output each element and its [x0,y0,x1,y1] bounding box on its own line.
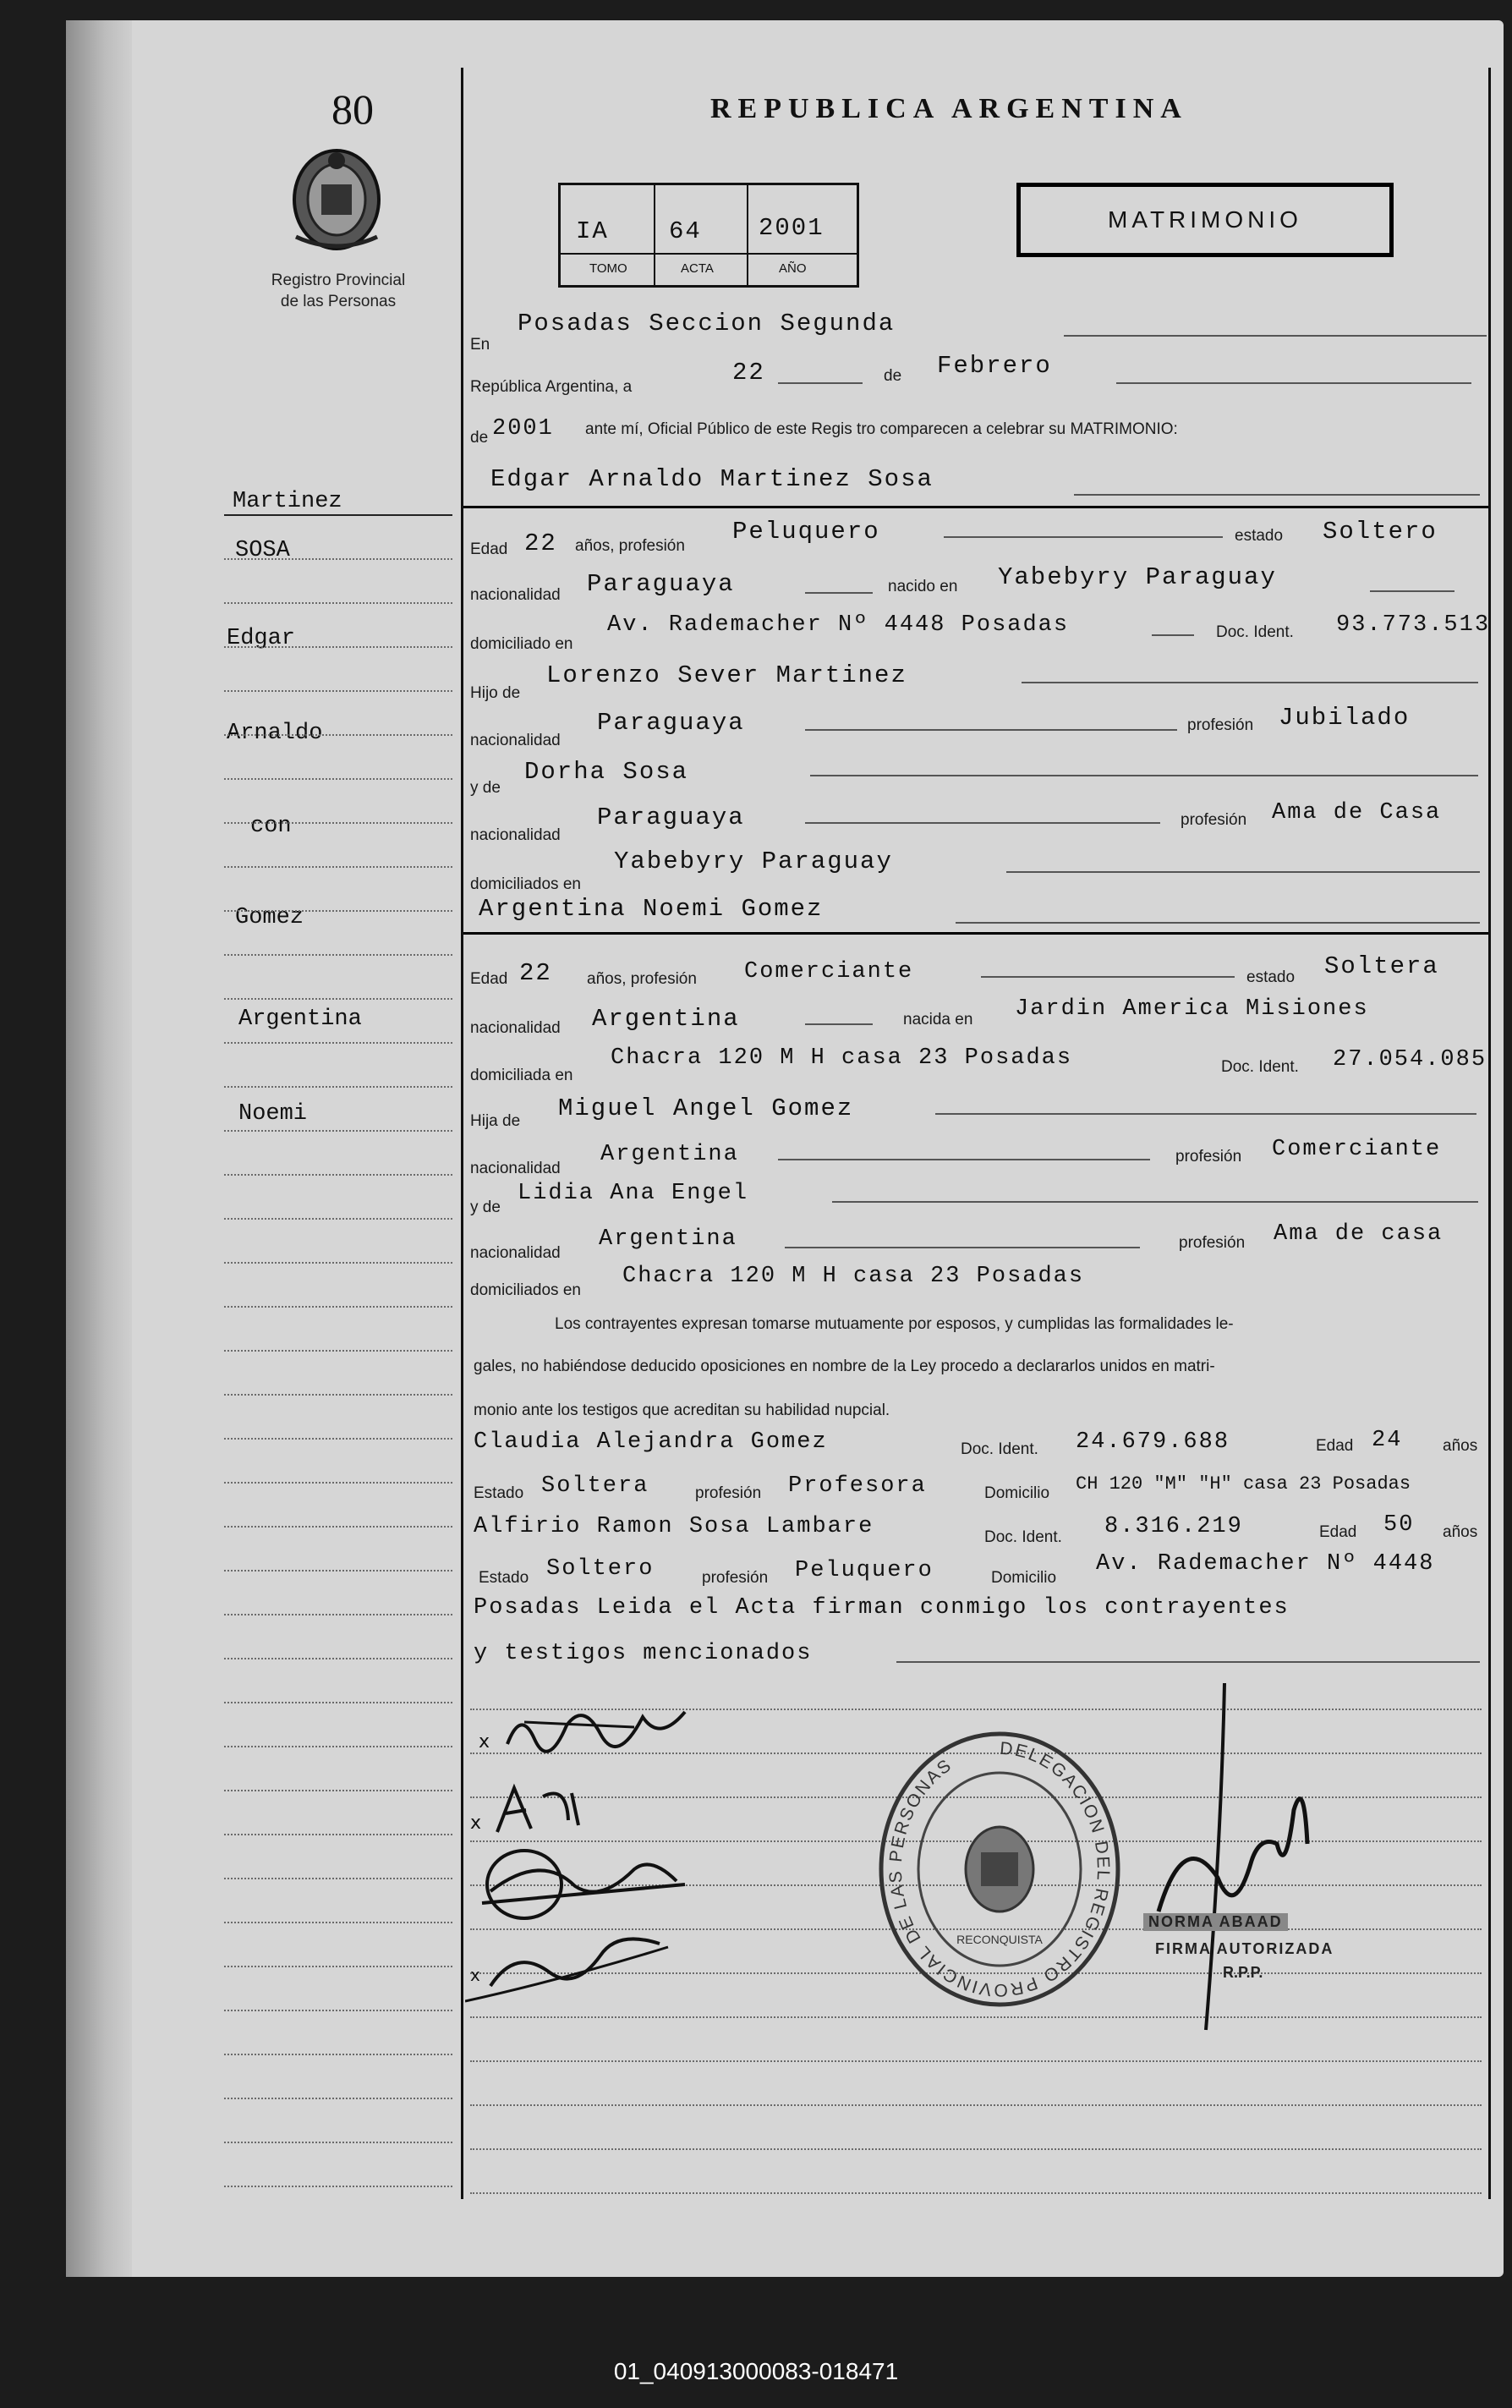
tomo-value: IA [576,217,609,245]
body-rule-line [470,2104,1482,2107]
body-rule-line [470,2192,1482,2195]
label-nacionalidad-g: nacionalidad [470,586,561,604]
label-nacionalidad-bm: nacionalidad [470,1244,561,1262]
witness-2-address: Av. Rademacher Nº 4448 [1096,1551,1435,1577]
label-estado-w2: Estado [479,1569,529,1587]
margin-rule-line [224,2054,452,2056]
acta-value: 64 [669,217,702,245]
margin-surname-2: SOSA [235,538,290,563]
groom-father-nat: Paraguaya [597,709,745,737]
groom-mother-nat: Paraguaya [597,804,745,831]
formal-text-1: Los contrayentes expresan tomarse mutuamente por esposos, y cumplidas las formalidades le- [555,1315,1234,1333]
groom-doc: 93.773.513 [1336,612,1491,638]
label-republica: República Argentina, a [470,378,633,396]
witness-2-age: 50 [1383,1512,1415,1538]
ano-value: 2001 [759,214,824,242]
bride-father-prof: Comerciante [1272,1137,1442,1162]
intro-day: 22 [732,359,765,387]
margin-connector: con [250,814,292,839]
label-anos-w2: años [1443,1523,1478,1541]
label-profesion-gm: profesión [1181,811,1247,829]
label-nacionalidad-gm: nacionalidad [470,826,561,844]
document-type-box [1016,183,1394,257]
official-stamp [873,1725,1126,2013]
label-hija-de: Hija de [470,1112,521,1130]
label-doc-w2: Doc. Ident. [984,1528,1062,1546]
intro-year: 2001 [492,416,554,442]
document-id: 01_040913000083-018471 [613,2358,899,2384]
groom-father-prof: Jubilado [1279,704,1411,732]
witness-1-name: Claudia Alejandra Gomez [474,1429,828,1455]
label-profesion-gf: profesión [1187,716,1254,734]
svg-text:x: x [470,1813,482,1834]
intro-month: Febrero [937,352,1052,380]
margin-rule-line [224,1922,452,1924]
label-doc-g: Doc. Ident. [1216,623,1294,641]
label-nacido-en: nacido en [888,578,958,595]
groom-mother: Dorha Sosa [524,758,689,786]
bride-father: Miguel Angel Gomez [558,1094,854,1122]
svg-text:x: x [470,1965,480,1985]
label-profesion-bm: profesión [1179,1234,1246,1252]
margin-rule-line [224,2010,452,2012]
margin-rule-line [224,1702,452,1704]
signature-witness-2 [465,1913,685,2006]
record-table [558,183,859,288]
closing-line-1: Posadas Leida el Acta firman conmigo los contrayentes [474,1595,1290,1621]
groom-nationality: Paraguaya [587,570,735,598]
label-estado-w1: Estado [474,1484,524,1502]
right-rule [1488,68,1491,2199]
margin-rule-line [224,998,452,1001]
label-domiciliada-en: domiciliada en [470,1067,573,1084]
groom-age: 22 [524,529,557,557]
margin-surname-3: Gomez [235,905,304,930]
margin-rule-line [224,602,452,605]
witness-1-doc: 24.679.688 [1076,1429,1230,1455]
body-rule-line [470,2148,1482,2151]
margin-rule-line [224,1614,452,1616]
label-domiciliados-en-g: domiciliados en [470,875,581,893]
margin-rule-line [224,1086,452,1089]
bride-address: Chacra 120 M H casa 23 Posadas [611,1045,1073,1071]
formal-text-2: gales, no habiéndose deducido oposiciones en nombre de la Ley procedo a declararlos unidos en matri- [474,1358,1215,1375]
label-en: En [470,336,490,354]
margin-rule-line [224,646,452,649]
label-de-year: de [470,429,489,447]
label-profesion-w2: profesión [702,1569,769,1587]
margin-rule-line [224,1658,452,1660]
coat-of-arms-icon [288,144,386,255]
margin-name-2: Arnaldo [227,721,323,746]
label-nacionalidad-gf: nacionalidad [470,732,561,749]
label-anos-profesion-b: años, profesión [587,970,697,988]
bride-father-nat: Argentina [600,1142,739,1167]
bride-name: Argentina Noemi Gomez [479,895,824,923]
label-ante: ante mí, Oficial Público de este Regis tro comparecen a celebrar su MATRIMONIO: [585,420,1178,438]
witness-1-profession: Profesora [788,1473,927,1499]
margin-rule-line [224,1966,452,1968]
margin-rule-line [224,1526,452,1528]
groom-parents-address: Yabebyry Paraguay [614,847,893,875]
stamp-center-text: RECONQUISTA [956,1933,1043,1946]
label-domicilio-w1: Domicilio [984,1484,1050,1502]
book-binding [66,20,132,2277]
closing-line-2: y testigos mencionados [474,1641,813,1666]
margin-rule-line [224,1746,452,1748]
label-anos-w1: años [1443,1437,1478,1455]
country-title: REPUBLICA ARGENTINA [710,93,1188,124]
groom-address: Av. Rademacher Nº 4448 Posadas [607,612,1070,638]
label-domicilio-w2: Domicilio [991,1569,1057,1587]
bride-nationality: Argentina [592,1005,740,1033]
margin-rule-line [224,1878,452,1880]
margin-rule-line [224,1262,452,1264]
label-de: de [884,367,902,385]
bride-profession: Comerciante [744,959,914,985]
margin-surname-1: Martinez [233,489,342,514]
registry-line-1: Registro Provincial [271,272,406,289]
witness-2-profession: Peluquero [795,1558,934,1583]
official-title: FIRMA AUTORIZADA [1155,1940,1334,1957]
svg-text:x: x [479,1731,490,1753]
margin-rule-line [224,1790,452,1792]
margin-rule-line [224,1834,452,1836]
witness-2-doc: 8.316.219 [1104,1514,1243,1539]
tomo-label: TOMO [589,261,627,276]
registry-name [237,271,440,312]
label-edad-b: Edad [470,970,508,988]
label-edad: Edad [470,540,508,558]
label-y-de-b: y de [470,1199,501,1216]
bride-mother-prof: Ama de casa [1274,1221,1444,1247]
label-edad-w2: Edad [1319,1523,1357,1541]
stamp-ring-text: DELEGACION DEL REGISTRO PROVINCIAL DE LAS PERSONAS [885,1738,1114,2000]
margin-rule-line [224,1482,452,1484]
groom-father: Lorenzo Sever Martinez [546,661,907,689]
margin-rule-line [224,910,452,913]
label-hijo-de: Hijo de [470,684,521,702]
label-nacionalidad-bf: nacionalidad [470,1160,561,1177]
margin-rule-line [224,1130,452,1133]
registry-line-2: de las Personas [280,292,397,310]
margin-rule-line [224,1218,452,1220]
label-edad-w1: Edad [1316,1437,1354,1455]
acta-label: ACTA [681,261,714,276]
witness-2-status: Soltero [546,1556,655,1582]
margin-rule-line [224,866,452,869]
groom-mother-prof: Ama de Casa [1272,800,1442,826]
margin-rule-line [224,822,452,825]
label-profesion-bf: profesión [1175,1148,1242,1166]
margin-rule-line [224,2186,452,2188]
formal-text-3: monio ante los testigos que acreditan su habilidad nupcial. [474,1401,890,1419]
margin-rule-line [224,1042,452,1045]
label-profesion-w1: profesión [695,1484,762,1502]
margin-rule-line [224,1174,452,1177]
label-estado: estado [1235,527,1284,545]
label-nacionalidad-b: nacionalidad [470,1019,561,1037]
groom-profession: Peluquero [732,518,880,546]
label-domiciliados-en-b: domiciliados en [470,1281,581,1299]
signature-bride [467,1776,704,1844]
margin-name-1: Edgar [227,626,296,651]
groom-birthplace: Yabebyry Paraguay [998,563,1277,591]
margin-rule-line [224,1350,452,1352]
label-doc-w1: Doc. Ident. [961,1440,1038,1458]
margin-rule-line [224,2142,452,2144]
groom-name: Edgar Arnaldo Martinez Sosa [490,465,934,493]
margin-rule-line [224,778,452,781]
margin-rule-line [224,690,452,693]
bride-parents-address: Chacra 120 M H casa 23 Posadas [622,1264,1085,1289]
signature-groom [474,1692,710,1759]
label-nacida-en: nacida en [903,1011,973,1028]
label-estado-b: estado [1246,968,1296,986]
margin-name-4: Noemi [238,1101,308,1127]
page-number: 80 [331,85,374,133]
witness-1-address: CH 120 "M" "H" casa 23 Posadas [1076,1473,1411,1495]
bride-mother-nat: Argentina [599,1226,737,1252]
margin-rule-line [224,734,452,737]
bride-doc: 27.054.085 [1333,1047,1487,1072]
margin-rule-line [224,1438,452,1440]
witness-1-age: 24 [1372,1428,1403,1453]
label-domiciliado-en: domiciliado en [470,635,573,653]
margin-rule-line [224,1306,452,1308]
bride-birthplace: Jardin America Misiones [1015,996,1369,1022]
label-doc-b: Doc. Ident. [1221,1058,1299,1076]
margin-rule [461,68,463,2199]
document-type: MATRIMONIO [1108,206,1302,233]
bride-age: 22 [519,959,552,987]
margin-rule-line [224,1570,452,1572]
bride-mother: Lidia Ana Engel [518,1181,749,1206]
ano-label: AÑO [779,261,807,276]
margin-name-3: Argentina [238,1007,362,1032]
official-signature [1125,1675,1345,2038]
label-anos-profesion: años, profesión [575,537,685,555]
margin-rule-line [224,2098,452,2100]
bride-status: Soltera [1324,952,1439,980]
intro-place: Posadas Seccion Segunda [518,310,896,337]
official-unit: R.P.P. [1223,1964,1263,1981]
groom-status: Soltero [1323,518,1438,546]
witness-2-name: Alfirio Ramon Sosa Lambare [474,1514,874,1539]
margin-rule-line [224,954,452,957]
margin-rule-line [224,1394,452,1396]
witness-1-status: Soltera [541,1473,649,1499]
label-y-de-g: y de [470,779,501,797]
body-rule-line [470,2060,1482,2063]
official-name: NORMA ABAAD [1143,1913,1288,1931]
margin-rule-line [224,558,452,561]
